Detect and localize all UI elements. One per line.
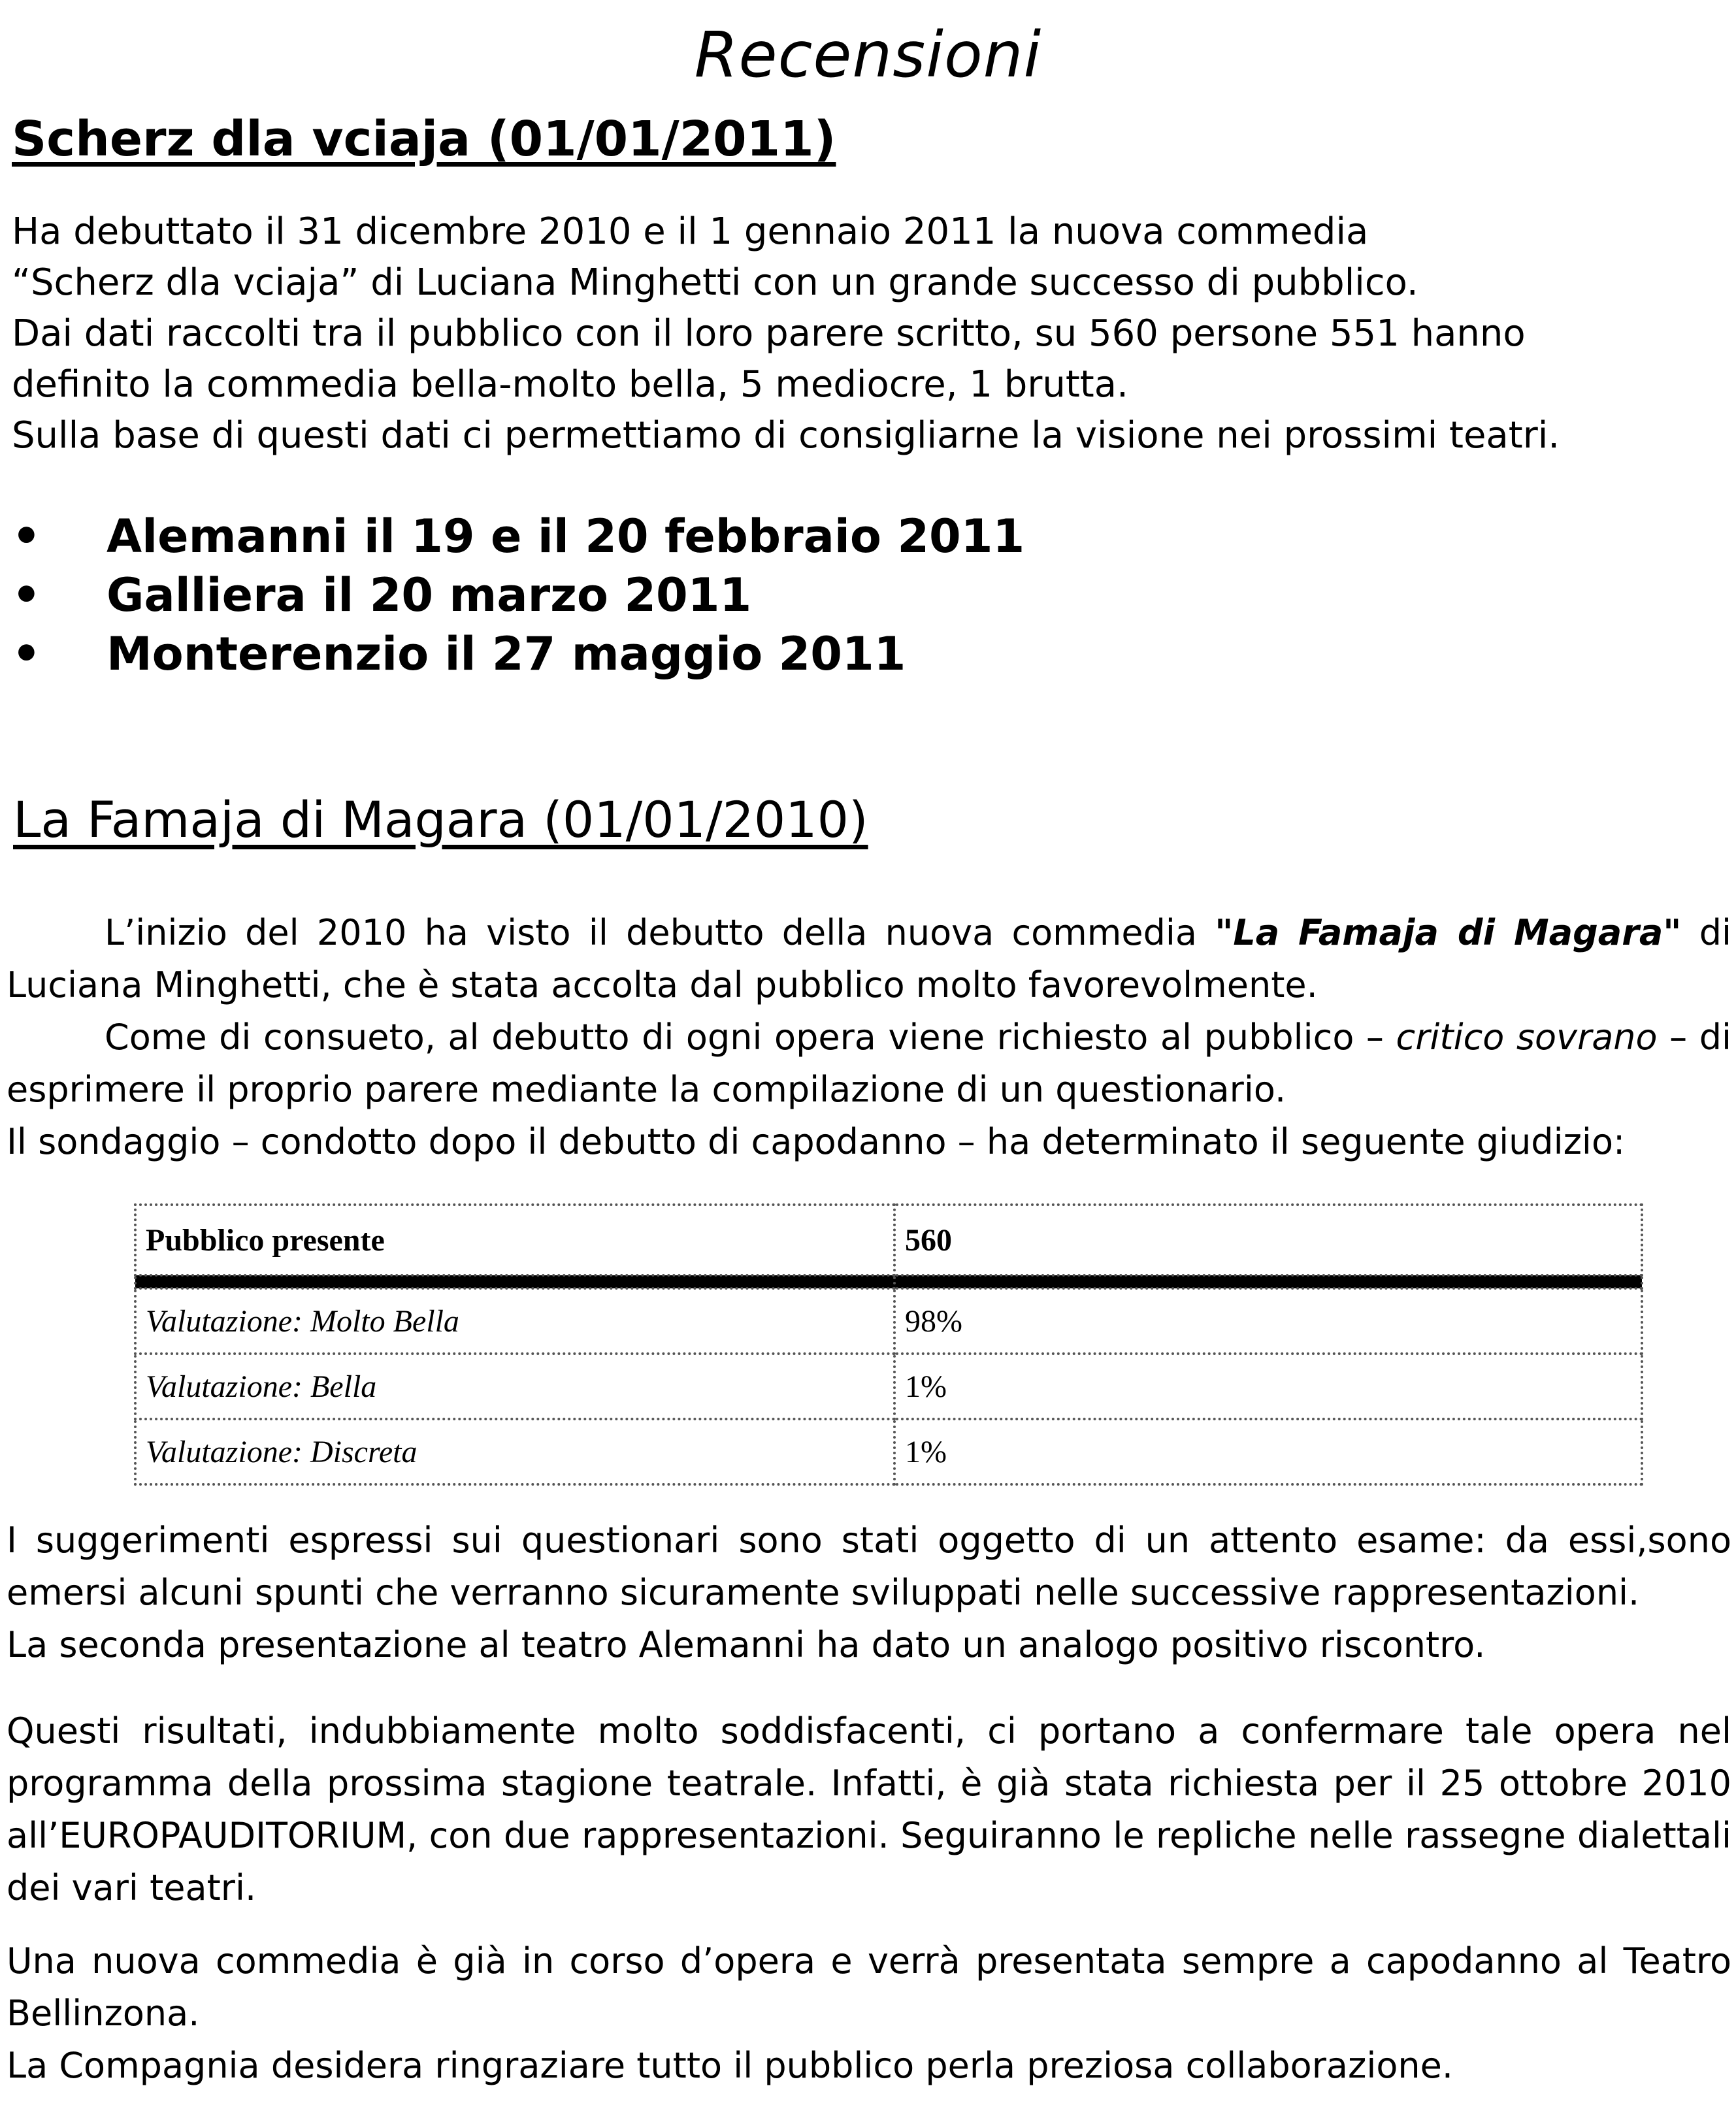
table-separator xyxy=(135,1275,1642,1288)
bullet-icon: • xyxy=(12,568,41,622)
table-header-row xyxy=(135,1205,1642,1275)
rating-value: 1% xyxy=(894,1419,1642,1484)
date-text: Galliera il 20 marzo 2011 xyxy=(106,568,752,622)
second-show-text: La seconda presentazione al teatro Alemanni ha dato un analogo positivo riscontro. xyxy=(7,1624,1486,1665)
paragraph-line: “Scherz dla vciaja” di Luciana Minghetti con un grande successo di pubblico. xyxy=(12,261,1418,304)
intro-text xyxy=(7,907,1731,1011)
intro-after: di Luciana Minghetti, che è stata accolta dal pubblico molto favorevolmente. xyxy=(7,912,1731,1005)
list-item xyxy=(12,507,1024,566)
custom-after: – di esprimere il proprio parere mediante la compilazione di un questionario. xyxy=(7,1017,1731,1110)
section-heading-famaja: La Famaja di Magara (01/01/2010) xyxy=(13,791,868,849)
play-title: "La Famaja di Magara" xyxy=(1215,912,1682,953)
paragraph-line: Dai dati raccolti tra il pubblico con il loro parere scritto, su 560 persone 551 hanno xyxy=(12,312,1526,355)
section-heading-scherz: Scherz dla vciaja (01/01/2011) xyxy=(12,111,836,167)
closing-paragraph xyxy=(7,1935,1731,2092)
intro-before: L’inizio del 2010 ha visto il debutto della nuova commedia xyxy=(105,912,1215,953)
audience-value: 560 xyxy=(894,1205,1642,1275)
rating-value: 1% xyxy=(894,1354,1642,1419)
paragraph-line: Ha debuttato il 31 dicembre 2010 e il 1 gennaio 2011 la nuova commedia xyxy=(12,210,1369,253)
table-row xyxy=(135,1288,1642,1354)
custom-before: Come di consueto, al debutto di ogni opera viene richiesto al pubblico – xyxy=(105,1017,1396,1058)
thanks-text: La Compagnia desidera ringraziare tutto il pubblico perla preziosa collaborazione. xyxy=(7,2045,1453,2086)
performance-dates-list xyxy=(12,507,1024,683)
audience-label: Pubblico presente xyxy=(135,1205,894,1275)
suggestions-paragraph xyxy=(7,1514,1731,1671)
survey-results-table xyxy=(134,1203,1643,1486)
page-title: Recensioni xyxy=(694,18,1042,91)
rating-label: Valutazione: Molto Bella xyxy=(135,1288,894,1354)
intro-paragraph xyxy=(7,907,1731,1168)
rating-label: Valutazione: Discreta xyxy=(135,1419,894,1484)
rating-label: Valutazione: Bella xyxy=(135,1354,894,1419)
section-scherz-paragraph xyxy=(12,206,1724,461)
suggestions-text: I suggerimenti espressi sui questionari sono stati oggetto di un attento esame: da essi,sono emersi alcuni spunti che verranno sicuramente sviluppati nelle successive rappresentazioni. xyxy=(7,1520,1731,1613)
list-item xyxy=(12,625,1024,683)
results-paragraph xyxy=(7,1705,1731,1914)
results-text: Questi risultati, indubbiamente molto soddisfacenti, ci portano a confermare tale opera nel programma della prossima stagione teatrale. Infatti, è già stata richiesta per il 25 ottobre 2010 all’EUROPAUDITORIUM, con due rappresentazioni. Seguiranno le repliche nelle rassegne dialettali dei vari teatri. xyxy=(7,1710,1731,1908)
custom-text xyxy=(7,1011,1731,1116)
survey-line: Il sondaggio – condotto dopo il debutto di capodanno – ha determinato il seguente giudizio: xyxy=(7,1121,1626,1162)
list-item xyxy=(12,566,1024,625)
bullet-icon: • xyxy=(12,510,41,563)
table-row xyxy=(135,1419,1642,1484)
date-text: Monterenzio il 27 maggio 2011 xyxy=(106,627,906,681)
paragraph-line: definito la commedia bella-molto bella, 5 mediocre, 1 brutta. xyxy=(12,363,1128,406)
critic-phrase: critico sovrano xyxy=(1396,1017,1658,1058)
paragraph-line: Sulla base di questi dati ci permettiamo di consigliarne la visione nei prossimi teatri. xyxy=(12,414,1560,457)
new-play-text: Una nuova commedia è già in corso d’opera e verrà presentata sempre a capodanno al Teatro Bellinzona. xyxy=(7,1940,1731,2034)
table-row xyxy=(135,1354,1642,1419)
bullet-icon: • xyxy=(12,627,41,681)
rating-value: 98% xyxy=(894,1288,1642,1354)
date-text: Alemanni il 19 e il 20 febbraio 2011 xyxy=(106,510,1025,563)
